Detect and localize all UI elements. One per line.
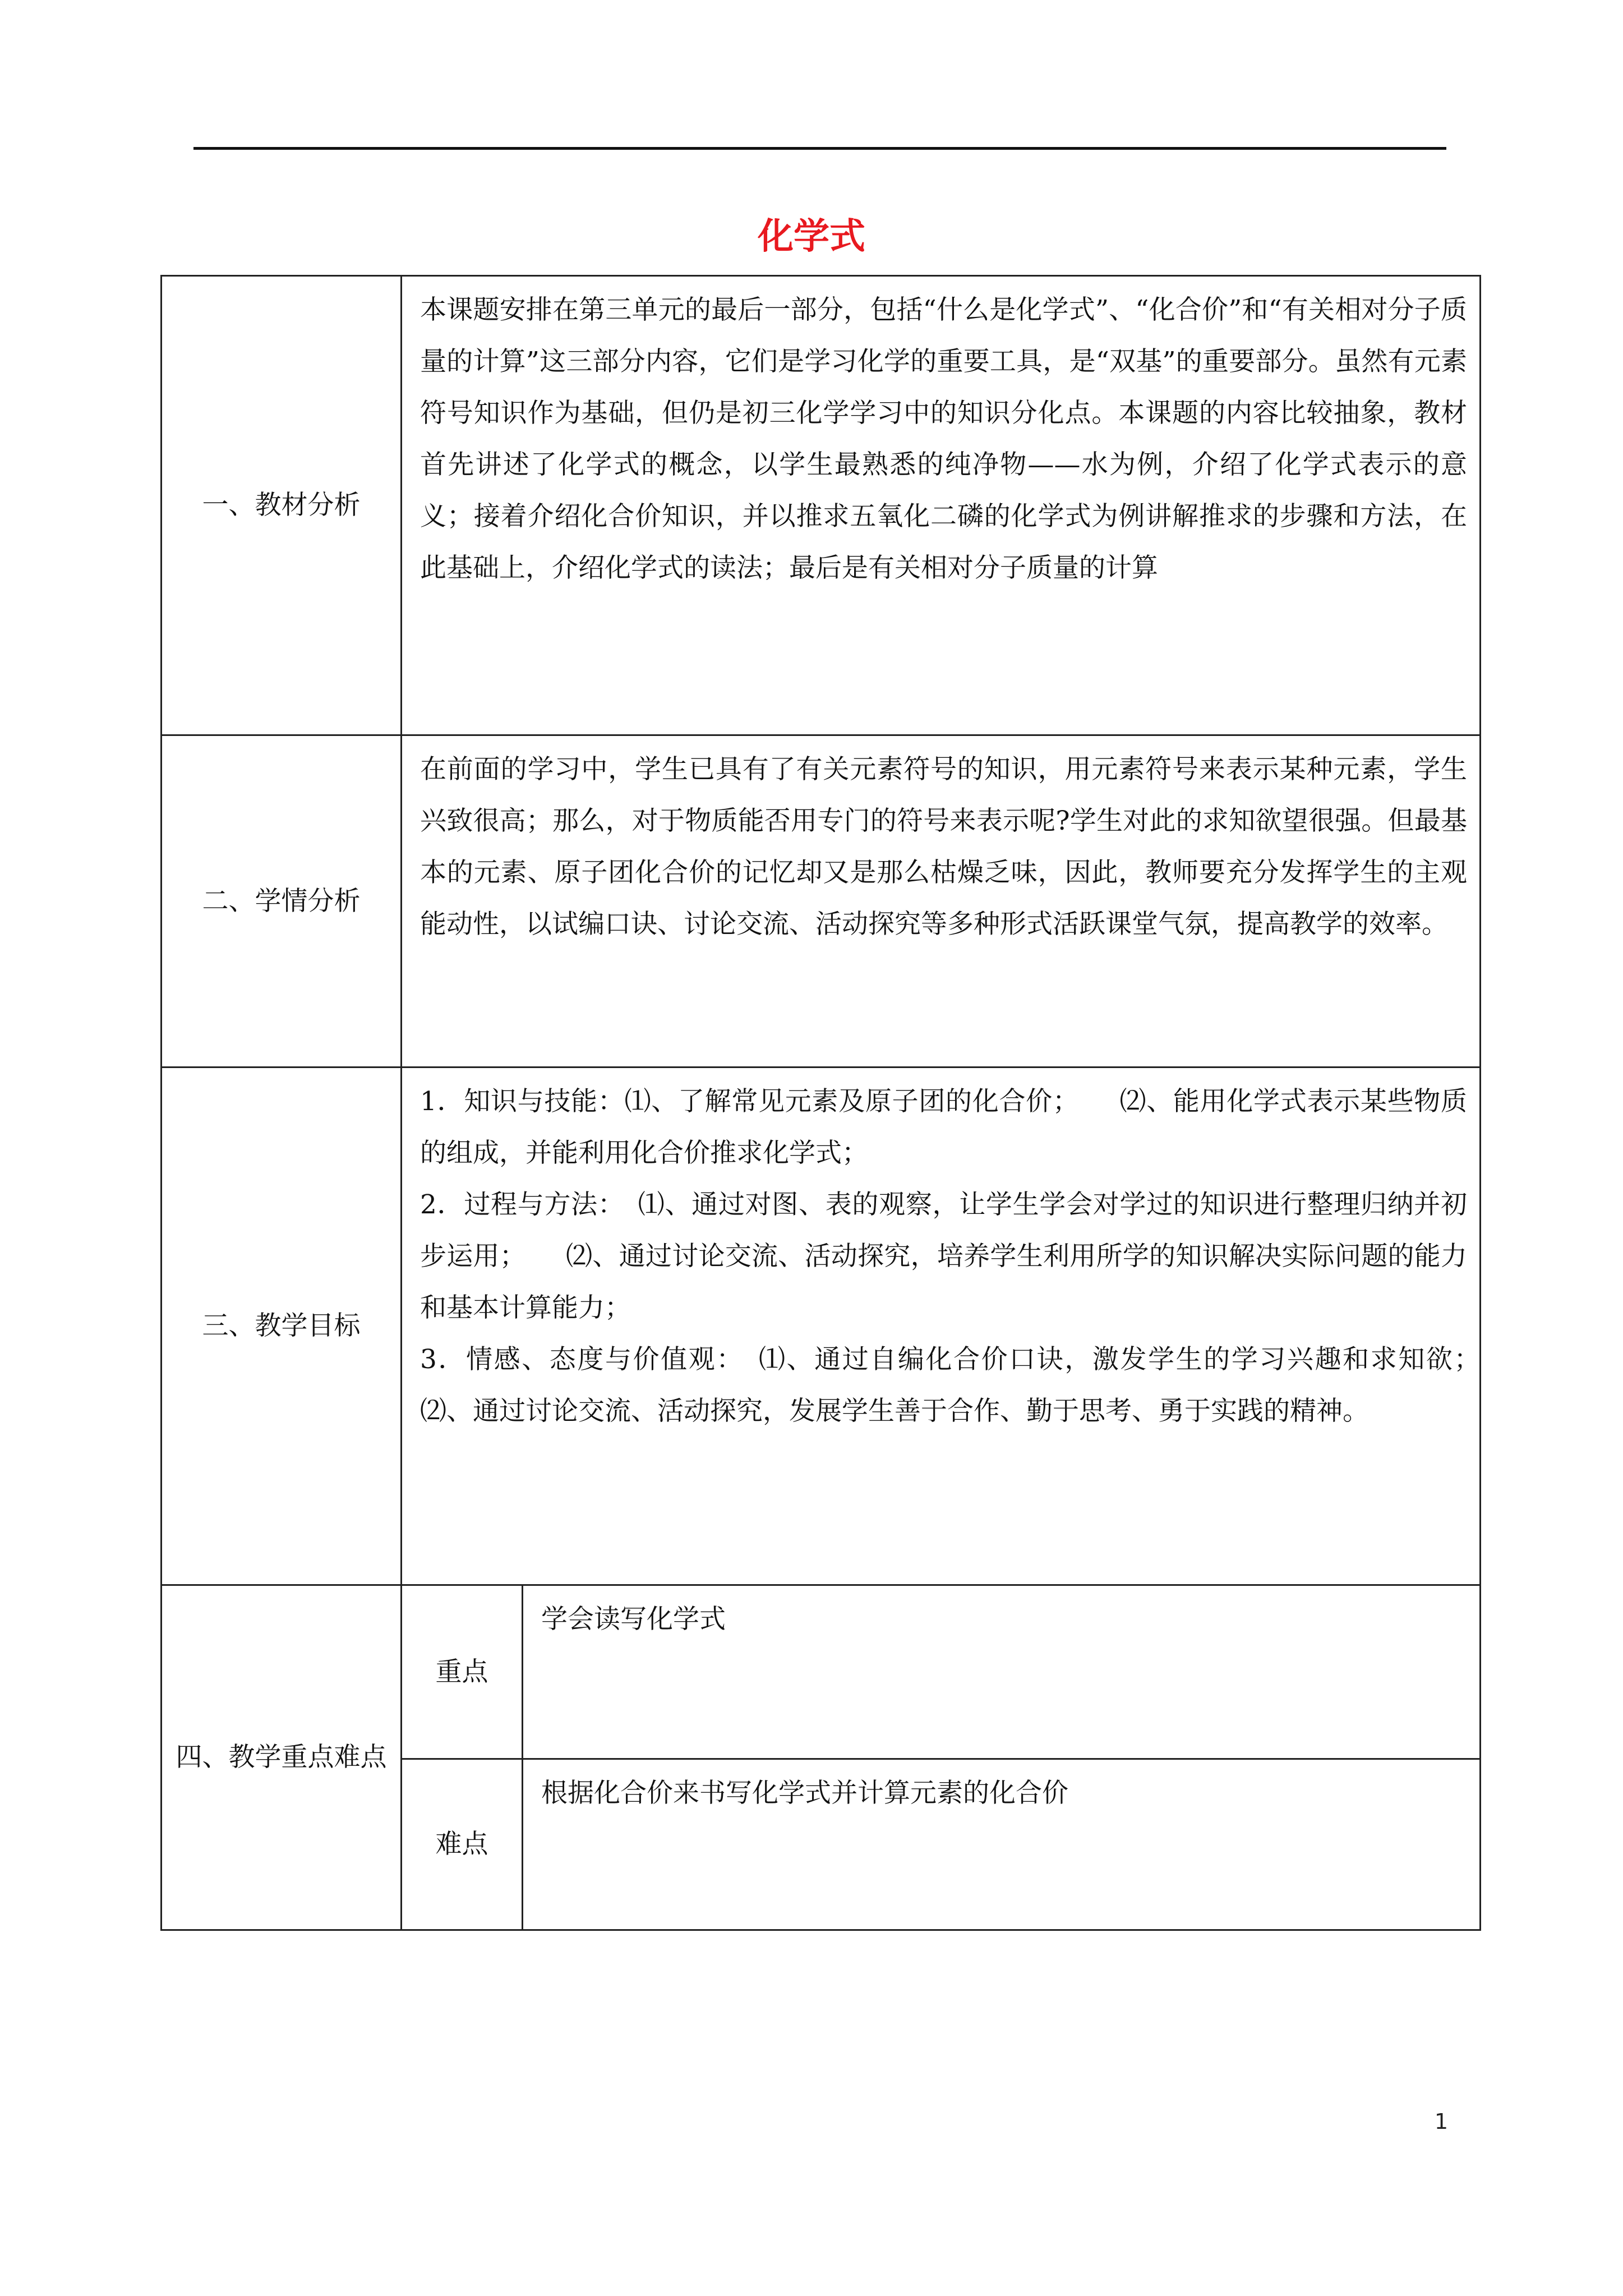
table-row <box>162 276 1481 735</box>
table-row <box>162 1068 1481 1585</box>
difficult-point-label: 难点 <box>402 1759 523 1930</box>
table-row <box>162 1585 1481 1759</box>
page-number: 1 <box>1434 2109 1449 2134</box>
section-content-textbook-analysis <box>402 276 1481 735</box>
key-point-content: 学会读写化学式 <box>523 1585 1481 1759</box>
header-rule <box>193 147 1446 150</box>
section-label-textbook-analysis: 一、教材分析 <box>162 276 402 735</box>
goal-emotion-values: 3．情感、态度与价值观： ⑴、通过自编化合价口诀，激发学生的学习兴趣和求知欲； ⑵、通过讨论交流、活动探究，发展学生善于合作、勤于思考、勇于实践的精神。 <box>420 1344 1520 1427</box>
section-label-key-difficult-points: 四、教学重点难点 <box>162 1585 402 1930</box>
section-label-teaching-goals: 三、教学目标 <box>162 1068 402 1585</box>
difficult-point-content: 根据化合价来书写化学式并计算元素的化合价 <box>523 1759 1481 1930</box>
table-row <box>162 735 1481 1068</box>
textbook-analysis-text: 本课题安排在第三单元的最后一部分，包括“什么是化学式”、“化合价”和“有关相对分子质量的计算”这三部分内容，它们是学习化学的重要工具，是“双基”的重要部分。虽然有元素符号知识作为基础，但仍是初三化学学习中的知识分化点。本课题的内容比较抽象，教材首先讲述了化学式的概念，以学生最熟悉的纯净物——水为例，介绍了化学式表示的意义；接着介绍化合价知识，并以推求五氧化二磷的化学式为例讲解推求的步骤和方法，在此基础上，介绍化学式的读法；最后是有关相对分子质量的计算 <box>420 295 1467 583</box>
section-content-student-analysis <box>402 735 1481 1068</box>
goal-process-methods: 2．过程与方法： ⑴、通过对图、表的观察，让学生学会对学过的知识进行整理归纳并初步运用； ⑵、通过讨论交流、活动探究，培养学生利用所学的知识解决实际问题的能力和基本计算能力； <box>420 1189 1467 1323</box>
key-point-label: 重点 <box>402 1585 523 1759</box>
goal-knowledge-skills: 1．知识与技能：⑴、了解常见元素及原子团的化合价； ⑵、能用化学式表示某些物质的组成，并能利用化合价推求化学式； <box>420 1086 1467 1168</box>
section-label-student-analysis: 二、学情分析 <box>162 735 402 1068</box>
student-analysis-text: 在前面的学习中，学生已具有了有关元素符号的知识，用元素符号来表示某种元素，学生兴致很高；那么，对于物质能否用专门的符号来表示呢?学生对此的求知欲望很强。但最基本的元素、原子团化合价的记忆却又是那么枯燥乏味，因此，教师要充分发挥学生的主观能动性，以试编口诀、讨论交流、活动探究等多种形式活跃课堂气氛，提高教学的效率。 <box>420 754 1467 940</box>
page-title: 化学式 <box>758 216 865 257</box>
lesson-plan-table <box>160 275 1520 1931</box>
section-content-teaching-goals <box>402 1068 1520 1585</box>
